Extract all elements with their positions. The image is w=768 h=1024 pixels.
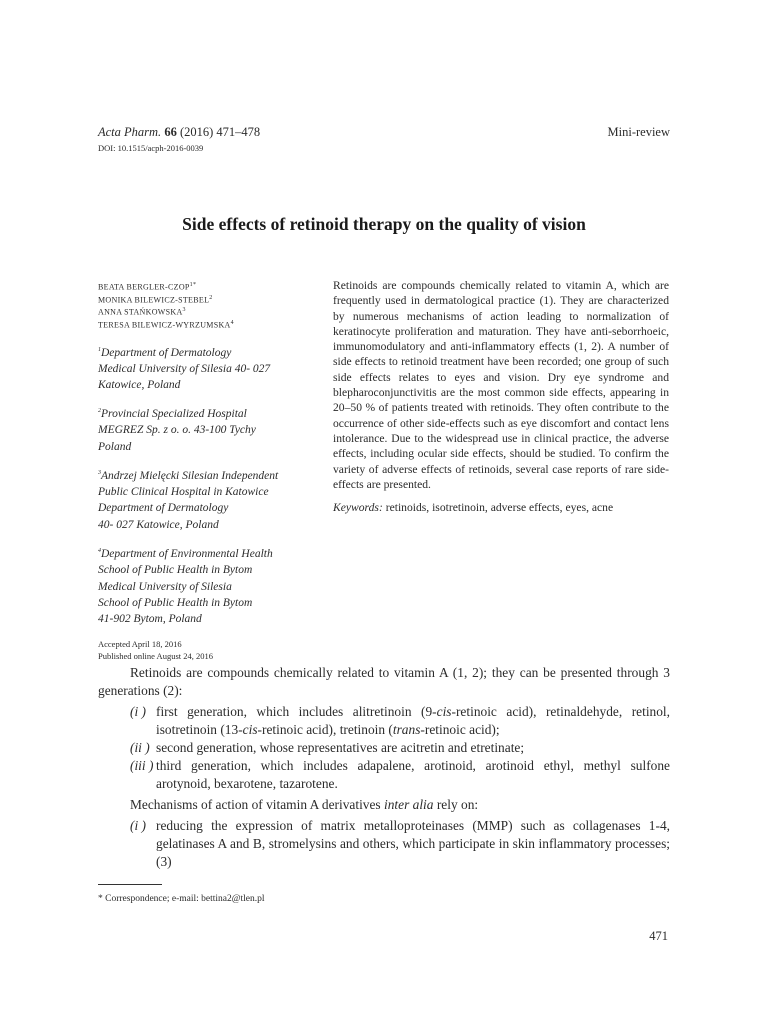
section-label: Mini-review (607, 125, 670, 139)
author-name: BEATA BERGLER-$CZOP^{1*}$ (98, 282, 197, 292)
author-name: ANNA STAŃKOWSKA$^3$ (98, 307, 186, 317)
generations-list (98, 703, 670, 793)
footnote: * Correspondence; e-mail: bettina2@tlen.pl (98, 894, 265, 904)
journal-volume: 66 (164, 125, 177, 139)
affiliation: $^3$Andrzej Mielęcki Silesian Independent Public Clinical Hospital in Katowice Department of Dermatology 40- 027 Katowice, Poland (98, 469, 279, 531)
keywords-label: Keywords: (333, 501, 383, 515)
author-name: TERESA BILEWICZ-WYRZUMSKA$^4$ (98, 319, 234, 330)
keywords-text: retinoids, isotretinoin, adverse effects, eyes, acne (385, 501, 614, 515)
page-number: 471 (649, 929, 668, 943)
footnote-rule (98, 884, 162, 885)
mechanisms-paragraph: Mechanisms of action of vitamin A derivatives inter alia rely on: (130, 797, 479, 812)
affiliation-list (98, 342, 308, 628)
affiliation: $^2$Provincial Specialized Hospital MEGREZ Sp. z o. o. 43-100 Tychy Poland (98, 408, 256, 453)
intro-paragraph: Retinoids are compounds chemically related to vitamin A (1, 2); they can be presented through 3 generations (2): (98, 665, 670, 698)
abstract (333, 278, 669, 515)
abstract-text: Retinoids are compounds chemically related to vitamin A, which are frequently used in dermatological practice (1). They are characterized by numerous mechanisms of action leading to normalization of keratinocyte proliferation and maturation. They have anti-seborrhoeic, immunomodulatory and anti-inflammatory effects (1, 2). A number of side effects to retinoid treatment have been recorded; one group of such side effects relates to eyes and vision. Dry eye syndrome and blepharoconjunctivitis are the most common side effects, appearing in 20–50 % of patients treated with retinoids. They often contribute to the occurrence of other side-effects such as eye discomfort and contact lens intolerance. Due to the widespread use in clinical practice, the adverse effects, including ocular side effects, should be studied. To confirm the variety of adverse effects of retinoids, several case reports of rare side-effects are presented. (333, 279, 669, 491)
paper-title: Side effects of retinoid therapy on the quality of vision (182, 214, 586, 234)
affiliation: $^4$Department of Environmental Health School of Public Health in Bytom Medical University of Silesia School of Public Health in Bytom 41-902 Bytom, Poland (98, 547, 273, 626)
affiliation: $^1$Department of Dermatology Medical University of Silesia 40- 027 Katowice, Poland (98, 346, 271, 392)
publication-dates (98, 638, 308, 662)
body-text (98, 664, 670, 874)
journal-year-pages: (2016) 471–478 (179, 125, 261, 139)
generation-item: (iii ) third generation, which includes adapalene, arotinoid, arotinoid ethyl, methyl sulfone arotynoid, bexarotene, tazarotene. (130, 758, 670, 791)
author-column (98, 280, 308, 662)
author-list (98, 280, 308, 331)
generation-item: (i ) first generation, which includes alitretinoin (9-cis-retinoic acid), retinaldehyde, retinol, isotretinoin (13-cis-retinoic acid), tretinoin (trans-retinoic acid); (130, 704, 670, 737)
keywords (333, 500, 669, 515)
mechanisms-list (98, 817, 670, 871)
journal-name: Acta Pharm. (98, 125, 162, 139)
mechanism-item: (i ) reducing the expression of matrix metalloproteinases (MMP) such as collagenases 1-4, gelatinases A and B, stromelysins and others, which participate in skin inflammatory processes; (3) (130, 818, 670, 869)
published-date: Published online August 24, 2016 (98, 651, 213, 662)
generation-item: (ii ) second generation, whose representatives are acitretin and etretinate; (130, 740, 525, 755)
accepted-date: Accepted April 18, 2016 (98, 639, 182, 650)
author-name: MONIKA BILEWICZ-STEBEL$^2$ (98, 294, 213, 305)
journal-citation (98, 125, 260, 140)
doi: DOI: 10.1515/acph-2016-0039 (98, 143, 204, 153)
